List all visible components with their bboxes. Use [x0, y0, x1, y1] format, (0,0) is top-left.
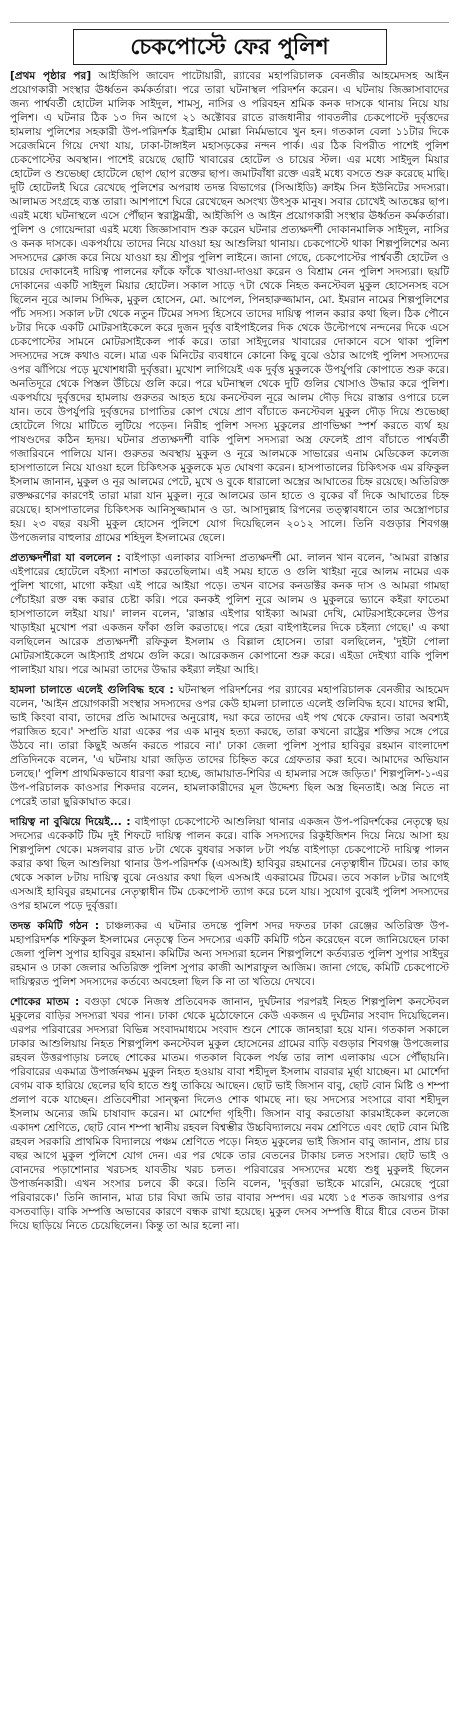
paragraph-lead: হামলা চালাতে এলেই গুলিবিদ্ধ হবে : [10, 684, 174, 696]
paragraph-text: চাঞ্চল্যকর এ ঘটনার তদন্তে পুলিশ সদর দফতর ঢাকা রেঞ্জের অতিরিক্ত উপ-মহাপরিদর্শক শফিকুল ইসলামের নেতৃত্বে তিন সদস্যের একটি কমিটি গঠন করেছেন বলে জানিয়েছেন ঢাকা জেলা পুলিশ সুপার হাবিবুর রহমান। কমিটির অন্য সদস্যরা হলেন শিল্পপুলিশে কর্তব্যরত পুলিশ সুপার সাইদুর রহমান ও ঢাকা জেলার অতিরিক্ত পুলিশ সুপার কাজী আশরাফুল আজিম। জানা গেছে, কমিটি চেকপোস্টে দায়িত্বরত পুলিশ সদস্যদের কর্তব্যে অবহেলা ছিল কি না তা খতিয়ে দেখবে। [10, 920, 449, 988]
headline: চেকপোস্টে ফের পুলিশ [130, 34, 329, 60]
paragraph-text: বাইপাড়া এলাকার বাসিন্দা প্রত্যক্ষদর্শী মো. লালন খান বলেন, 'আমরা রাস্তার এইপারের হোটেলে বইস্যা নাশতা করতেছিলাম। এই সময় হাতে ও গুলি খাইয়া নূরে আলম নামের এক পুলিশ খাগো, মাগো কইয়া এই পারে আইয়া পড়ে। তখন বাসের কনডাক্টর কনক দাস ও আমরা গামছা পেঁচাইয়া রক্ত বন্ধ করার চেষ্টা করি। পরে কনকই পুলিশ নূরে আলম ও মুকুলরে ভ্যানে কইরা ফাতেমা হাসপাতালে লইয়া যায়।' লালন বলেন, 'রাস্তার এইপার থাইক্যা আমরা দেখি, মোটরসাইকেলের উপর খাড়াইয়া মুখোশ পরা একজন ফাঁকা গুলি করতাছে। পরে হেরা বাইপাইলের দিকে চইল্যা গেছে।' এ কথা বলছিলেন আরেক প্রত্যক্ষদর্শী রফিকুল ইসলাম ও বিল্লাল হোসেন। তারা বলছিলেন, 'দুইটা পোলা মোটরসাইকেলে আইস্যাই প্রথমে গুলি করে। আরেকজন কোপানো শুরু করে। এইডা দেইখ্যা বাকি পুলিশ পালাইয়া যায়। পরে আমরা তাদের উদ্ধার কইর‍্যা লইয়া আহি। [10, 552, 449, 676]
headline-box [73, 29, 387, 65]
paragraph-lead: দায়িত্ব না বুঝিয়ে দিয়েই... : [10, 816, 131, 828]
article-paragraph [10, 995, 449, 1233]
article-paragraph [10, 919, 449, 989]
paragraph-text: বাইপাড়া চেকপোস্টে আশুলিয়া থানার একজন উপ-পরিদর্শকের নেতৃত্বে ছয় সদস্যের একেকটি টিম দুই শিফটে দায়িত্ব পালন করে। বাকি সদস্যদের রিকুইজিশন দিয়ে নিয়ে আসা হয় শিল্পপুলিশ থেকে। মঙ্গলবার রাত ৮টা থেকে বুধবার সকাল ৮টা পর্যন্ত বাইপাড়া চেকপোস্টে দায়িত্ব পালন করার কথা ছিল আশুলিয়া থানার উপ-পরিদর্শক (এসআই) হাবিবুর রহমানের নেতৃত্বাধীন টিমের। তার কাছ থেকে সকাল ৮টায় দায়িত্ব বুঝে নেওয়ার কথা ছিল এসআই একরামের টিমের। তবে সকাল ৮টার আগেই এসআই হাবিবুর রহমানের নেতৃত্বাধীন টিম চেকপোস্ট ত্যাগ করে চলে যায়। সুযোগ বুঝেই পুলিশ সদস্যদের ওপর হামলে পড়ে দুর্বৃত্তরা। [10, 816, 449, 912]
paragraph-lead: প্রত্যক্ষদর্শীরা যা বললেন : [10, 552, 121, 564]
article-paragraph [10, 815, 449, 913]
paragraph-text: বগুড়া থেকে নিজস্ব প্রতিবেদক জানান, দুর্ঘটনার পরপরই নিহত শিল্পপুলিশ কনস্টেবল মুকুলের বাড়ির সদস্যরা খবর পান। ঢাকা থেকে মুঠোফোনে কেউ একজন এ দুর্ঘটনার সংবাদ দিয়েছিলেন। এরপর পরিবারের সদস্যরা বিভিন্ন সংবাদমাধ্যমে সংবাদ শুনে শোকে জানহারা হয়ে যান। গতকাল সকালে ঢাকার আশুলিয়ায় নিহত শিল্পপুলিশ কনস্টেবল মুকুল হোসেনের গ্রামের বাড়ি বগুড়ার শিবগঞ্জ উপজেলার রহবল উত্তরপাড়ায় চলছে শোকের মাতম। গতকাল বিকেল পর্যন্ত তার লাশ এলাকায় এসে পৌঁছায়নি। পরিবারের একমাত্র উপার্জনক্ষম মুকুল নিহত হওয়ায় বাবা শহীদুল ইসলাম বারবার মূর্ছা যাচ্ছেন। মা মোর্শেদা বেগম বাক হারিয়ে ছেলের ছবি হাতে শুধু তাকিয়ে আছেন। ছোট ভাই জিসান বাবু, ছোট বোন মিষ্টি ও শম্পা প্রলাপ বকে যাচ্ছেন। প্রতিবেশীরা সান্ত্বনা দিলেও শোক থামছে না। ছয় সদস্যের সংসারে বাবা শহীদুল ইসলাম অন্যের জমি চাষাবাদ করেন। মা মোর্শেদা গৃহিণী। জিসান বাবু করতোয়া কারমাইকেল কলেজে একাদশ শ্রেণিতে, ছোট বোন শম্পা স্থানীয় রহবল বিশ্বম্ভীর উচ্চবিদ্যালয়ে নবম শ্রেণিতে এবং ছোট বোন মিষ্টি রহবল সরকারি প্রাথমিক বিদ্যালয়ে পঞ্চম শ্রেণিতে পড়ে। নিহত মুকুলের ভাই জিসান বাবু জানান, প্রায় চার বছর আগে মুকুল পুলিশে যোগ দেন। এর পর থেকে তার বেতনের টাকায় চলত সংসার। ছোট ভাই ও বোনদের পড়াশোনার খরচসহ যাবতীয় খরচ চলত। পরিবারের সদস্যদের মধ্যে শুধু মুকুলই ছিলেন উপার্জনকারী। এখন সংসার চলবে কী করে। তিনি বলেন, 'দুর্বৃত্তরা ভাইকে মারেনি, মেরেছে পুরো পরিবারকে।' তিনি জানান, মাত্র চার বিঘা জমি তার বাবার সম্পদ। এর মধ্যে ১৫ শতক জায়গার ওপর বসতবাড়ি। বাকি সম্পত্তি অভাবের কারণে বন্ধক রাখা হয়েছে। মুকুল দেসব সম্পত্তি ধীরে ধীরে বেতন টাকা দিয়ে ছাড়িয়ে নিতে চেয়েছিলেন। কিন্তু তা আর হলো না। [10, 996, 450, 1232]
article-body [10, 69, 449, 1233]
article-paragraph [10, 69, 449, 545]
article-paragraph [10, 551, 449, 677]
paragraph-lead: [প্রথম পৃষ্ঠার পর] [10, 70, 92, 82]
paragraph-lead: তদন্ত কমিটি গঠন : [10, 920, 100, 932]
paragraph-lead: শোকের মাতম : [10, 996, 80, 1008]
article-paragraph [10, 683, 449, 809]
paragraph-text: আইজিপি জাবেদ পাটোয়ারী, র‍্যাবের মহাপরিচালক বেনজীর আহমেদসহ আইন প্রয়োগকারী সংস্থার ঊর্ধ্বতন কর্মকর্তারা। পরে তারা ঘটনাস্থল পরিদর্শন করেন। এ ঘটনায় জিজ্ঞাসাবাদের জন্য পার্শ্ববর্তী হোটেল মালিক সাইদুল, শামসু, নাসির ও পরিবহন শ্রমিক কনক দাসকে থানায় নিয়ে যায় পুলিশ। এ ঘটনার ঠিক ১৩ দিন আগে ২১ অক্টোবর রাতে রাজধানীর গাবতলীর চেকপোস্টে দুর্বৃত্তদের হামলায় পুলিশের সহকারী উপ-পরিদর্শক ইব্রাহীম মোল্লা নির্মমভাবে খুন হন। গতকাল বেলা ১১টার দিকে সরেজমিনে গিয়ে দেখা যায়, ঢাকা-টাঙ্গাইল মহাসড়কের নন্দন পার্ক। এর ঠিক বিপরীত পাশেই পুলিশ চেকপোস্টের অবস্থান। পাশেই রয়েছে ছোটি খাবারের হোটেল ও চায়ের স্টল। এর মধ্যে সাইদুল মিয়ার হোটেল ও শুভেচ্ছা হোটেলে ছোপ ছোপ রক্তের ছাপ। জমাটবাঁধা রক্তে এরই মধ্যে বসতে শুরু করেছে মাছি। দুটি হোটেলই ঘিরে রেখেছে পুলিশের অপরাধ তদন্ত বিভাগের (সিআইডি) ক্রাইম সিন ইউনিটের সদস্যরা। আলামত সংগ্রহে ব্যস্ত তারা। আশপাশে ঘিরে রেখেছেন অসংখ্য উৎসুক মানুষ। সবার চোখেই আতঙ্কের ছাপ। এরই মধ্যে ঘটনাস্থলে এসে পৌঁছান স্বরাষ্ট্রমন্ত্রী, আইজিপি ও আইন প্রয়োগকারী সংস্থার ঊর্ধ্বতন কর্মকর্তারা। পুলিশ ও গোয়েন্দারা এরই মধ্যে জিজ্ঞাসাবাদ শুরু করেন ঘটনার প্রত্যক্ষদর্শী দোকানমালিক সাইদুল, নাসির ও কনক দাসকে। একপর্যায়ে তাদের নিয়ে যাওয়া হয় আশুলিয়া থানায়। চেকপোস্টে থাকা শিল্পপুলিশের অন্য সদস্যদের ক্লোজ করে নিয়ে যাওয়া হয় শ্রীপুর পুলিশ লাইনে। জানা গেছে, চেকপোস্টের পার্শ্ববর্তী হোটেল ও চায়ের দোকানেই দায়িত্ব পালনের ফাঁকে ফাঁকে খাওয়া-দাওয়া করেন ও বিশ্রাম নেন পুলিশ সদস্যরা। ছয়টি দোকানের একটি সাইদুল মিয়ার হোটেল। সকাল সাড়ে ৭টা থেকে নিহত কনস্টেবল মুকুল হোসেনসহ বসে ছিলেন নূরে আলম সিদ্দিক, মুকুল হোসেন, মো. আপেল, পিনহারুজ্জামান, মো. ইমরান নামের শিল্পপুলিশের পাঁচ সদস্য। সকাল ৮টা থেকে নতুন টিমের সদস্য হিসেবে তাদের দায়িত্ব পালন করার কথা ছিল। ঠিক পৌনে ৮টার দিকে একটি মোটরসাইকেলে করে দুজন দুর্বৃত্ত বাইপাইলের দিক থেকে উল্টোপথে নন্দনের দিকে এসে চেকপোস্টের সামনে মোটরসাইকেল পার্ক করে। তারা সাইদুলের খাবারের দোকানে বসে থাকা পুলিশ সদস্যদের সঙ্গে কথাও বলে। মাত্র এক মিনিটের ব্যবধানে কোনো কিছু বুঝে ওঠার আগেই পুলিশ সদস্যদের ওপর ঝাঁপিয়ে পড়ে মুখোশধারী দুর্বৃত্তরা। মুখোশ লাগিয়েই এক দুর্বৃত্ত মুকুলকে উপর্যুপরি কোপাতে শুরু করে। অনতিদূরে থেকে পিস্তল উঁচিয়ে গুলি করে। পরে ঘটনাস্থল থেকে দুটি গুলির খোসাও উদ্ধার করে পুলিশ। একপর্যায়ে দুর্বৃত্তদের হামলায় গুরুতর আহত হয়ে কনস্টেবল নূরে আলম দৌড় দিয়ে রাস্তার ওপারে চলে যান। তবে উপর্যুপরি দুর্বৃত্তদের চাপাতির কোপ খেয়ে প্রাণ বাঁচাতে কনস্টেবল মুকুল দৌড় দিয়ে শুভেচ্ছা হোটেলে গিয়ে মাটিতে লুটিয়ে পড়েন। নিরীহ পুলিশ সদস্য মুকুলের প্রাণভিক্ষা স্পর্শ করতে ব্যর্থ হয় পাষণ্ডদের কঠিন হৃদয়। ঘটনার প্রত্যক্ষদর্শী বাকি পুলিশ সদস্যরা অস্ত্র ফেলেই প্রাণ বাঁচাতে পার্শ্ববর্তী গজারিবনে পালিয়ে যান। গুরুতর অবস্থায় মুকুল ও নূরে আলমকে সাভারের এনাম মেডিকেল কলেজ হাসপাতালে নিয়ে যাওয়া হলে চিকিৎসক মুকুলকে মৃত ঘোষণা করেন। হাসপাতালের চিকিৎসক এম রফিকুল ইসলাম জানান, মুকুল ও নূর আলমের পেটে, মুখে ও বুকে ধারালো অস্ত্রের আঘাতের চিহ্ন রয়েছে। অতিরিক্ত রক্তক্ষরণের কারণেই তারা মারা যান মুকুল। নূরে আলমের ডান হাতে ও বুকের বাঁ দিকে আঘাতের চিহ্ন রয়েছে। হাসপাতালের চিকিৎসক আনিসুজ্জামান ও ডা. আসাদুল্লাহ রিপনের তত্ত্বাবধানে তার অস্ত্রোপচার হয়। ২৩ বছর বয়সী মুকুল হোসেন পুলিশে যোগ দিয়েছিলেন ২০১২ সালে। তিনি বগুড়ার শিবগঞ্জ উপজেলার বাহুলার গ্রামের শহিদুল ইসলামের ছেলে। [10, 70, 449, 544]
masthead-strip [10, 4, 449, 23]
paragraph-text: ঘটনাস্থল পরিদর্শনের পর র‍্যাবের মহাপরিচালক বেনজীর আহমেদ বলেন, 'আইন প্রয়োগকারী সংস্থার সদস্যদের ওপর কেউ হামলা চালাতে এলেই গুলিবিদ্ধ হবে। যাদের স্বামী, ভাই কিংবা বাবা, তাদের প্রতি আমাদের অনুরোধ, দয়া করে তাদের এই পথ থেকে ফেরান। তারা অবশ্যই পরাজিত হবে।' সম্প্রতি যারা একের পর এক মানুষ হত্যা করছে, তারা কখনো রাষ্ট্রের শক্তির সঙ্গে পেরে উঠবে না। তারা কিছুই অর্জন করতে পারবে না।' ঢাকা জেলা পুলিশ সুপার হাবিবুর রহমান বাংলাদেশ প্রতিদিনকে বলেন, 'এ ঘটনায় যারা জড়িত তাদের চিহ্নিত করে গ্রেফতার করা হবে। আমাদের অভিযান চলছে।' পুলিশ প্রাথমিকভাবে ধারণা করা হচ্ছে, জামায়াত-শিবির এ হামলার সঙ্গে জড়িত।' শিল্পপুলিশ-১-এর উপ-পরিচালক কাওসার শিকদার বলেন, হামলাকারীদের মূল উদ্দেশ্য ছিল অস্ত্র ছিনতাই। অস্ত্র নিতে না পেরেই তারা ছুরিকাঘাত করে। [10, 684, 449, 808]
